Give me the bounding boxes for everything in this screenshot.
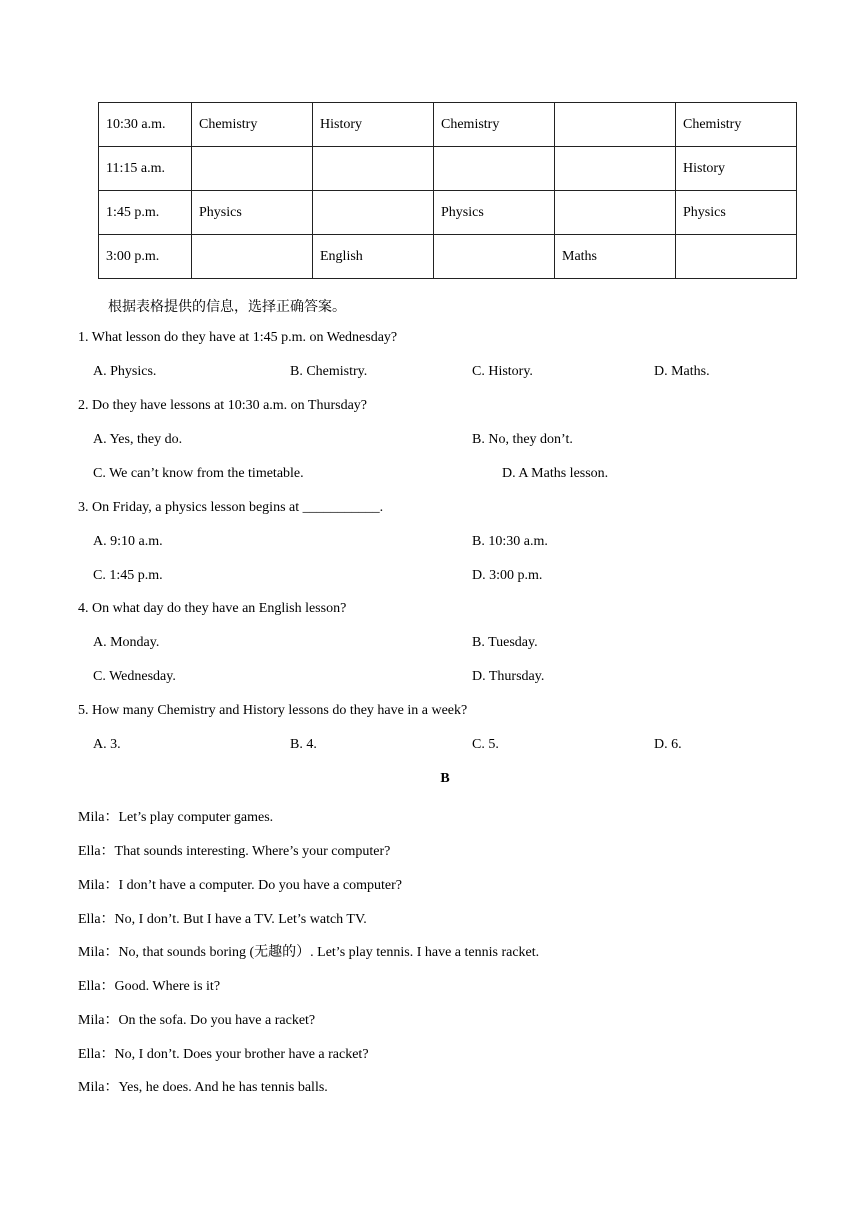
lesson-cell: Physics xyxy=(676,191,797,235)
option: D. Maths. xyxy=(654,364,710,379)
lesson-cell xyxy=(555,103,676,147)
lesson-cell xyxy=(555,147,676,191)
option: C. 5. xyxy=(472,737,499,752)
option: A. Monday. xyxy=(93,635,160,650)
option: D. Thursday. xyxy=(472,669,545,684)
option: B. Chemistry. xyxy=(290,364,368,379)
lesson-cell: Chemistry xyxy=(192,103,313,147)
lesson-cell xyxy=(434,235,555,279)
lesson-cell: History xyxy=(313,103,434,147)
timetable xyxy=(98,102,797,279)
option: D. 6. xyxy=(654,737,682,752)
option: A. 9:10 a.m. xyxy=(93,534,163,549)
dialogue-line: Ella：No, I don’t. But I have a TV. Let’s watch TV. xyxy=(78,912,367,927)
time-cell: 3:00 p.m. xyxy=(99,235,192,279)
dialogue-line: Mila：On the sofa. Do you have a racket? xyxy=(78,1013,316,1028)
dialogue-line: Mila：Let’s play computer games. xyxy=(78,810,274,825)
question-stem: 5. How many Chemistry and History lessons do they have in a week? xyxy=(78,703,468,718)
dialogue-line: Ella：No, I don’t. Does your brother have a racket? xyxy=(78,1047,369,1062)
option: D. A Maths lesson. xyxy=(502,466,609,481)
lesson-cell xyxy=(192,147,313,191)
lesson-cell: English xyxy=(313,235,434,279)
time-cell: 11:15 a.m. xyxy=(99,147,192,191)
lesson-cell: Physics xyxy=(434,191,555,235)
question-stem: 2. Do they have lessons at 10:30 a.m. on Thursday? xyxy=(78,398,368,413)
option: B. No, they don’t. xyxy=(472,432,573,447)
question-stem: 1. What lesson do they have at 1:45 p.m. on Wednesday? xyxy=(78,330,398,345)
dialogue-line: Ella：Good. Where is it? xyxy=(78,979,221,994)
question-stem: 4. On what day do they have an English lesson? xyxy=(78,601,347,616)
lesson-cell: History xyxy=(676,147,797,191)
dialogue-line: Ella：That sounds interesting. Where’s your computer? xyxy=(78,844,391,859)
time-cell: 1:45 p.m. xyxy=(99,191,192,235)
dialogue-line: Mila：No, that sounds boring (无趣的）. Let’s play tennis. I have a tennis racket. xyxy=(78,945,540,960)
question-stem: 3. On Friday, a physics lesson begins at ___________. xyxy=(78,500,384,515)
lesson-cell: Physics xyxy=(192,191,313,235)
dialogue-line: Mila：I don’t have a computer. Do you have a computer? xyxy=(78,878,402,893)
section-heading: B xyxy=(440,771,450,786)
option: C. Wednesday. xyxy=(93,669,176,684)
timetable-row xyxy=(99,235,797,279)
timetable-row xyxy=(99,103,797,147)
option: D. 3:00 p.m. xyxy=(472,568,543,583)
option: A. 3. xyxy=(93,737,121,752)
option: B. 10:30 a.m. xyxy=(472,534,548,549)
option: C. 1:45 p.m. xyxy=(93,568,163,583)
timetable-row xyxy=(99,147,797,191)
lesson-cell xyxy=(434,147,555,191)
option: B. 4. xyxy=(290,737,317,752)
option: C. We can’t know from the timetable. xyxy=(93,466,304,481)
lesson-cell xyxy=(555,191,676,235)
option: C. History. xyxy=(472,364,533,379)
option: A. Yes, they do. xyxy=(93,432,183,447)
option: B. Tuesday. xyxy=(472,635,538,650)
timetable-row xyxy=(99,191,797,235)
lesson-cell: Maths xyxy=(555,235,676,279)
lesson-cell: Chemistry xyxy=(676,103,797,147)
lesson-cell xyxy=(676,235,797,279)
dialogue-line: Mila：Yes, he does. And he has tennis balls. xyxy=(78,1080,328,1095)
lesson-cell xyxy=(313,147,434,191)
instruction: 根据表格提供的信息，选择正确答案。 xyxy=(108,300,346,315)
lesson-cell xyxy=(192,235,313,279)
time-cell: 10:30 a.m. xyxy=(99,103,192,147)
lesson-cell: Chemistry xyxy=(434,103,555,147)
lesson-cell xyxy=(313,191,434,235)
option: A. Physics. xyxy=(93,364,157,379)
